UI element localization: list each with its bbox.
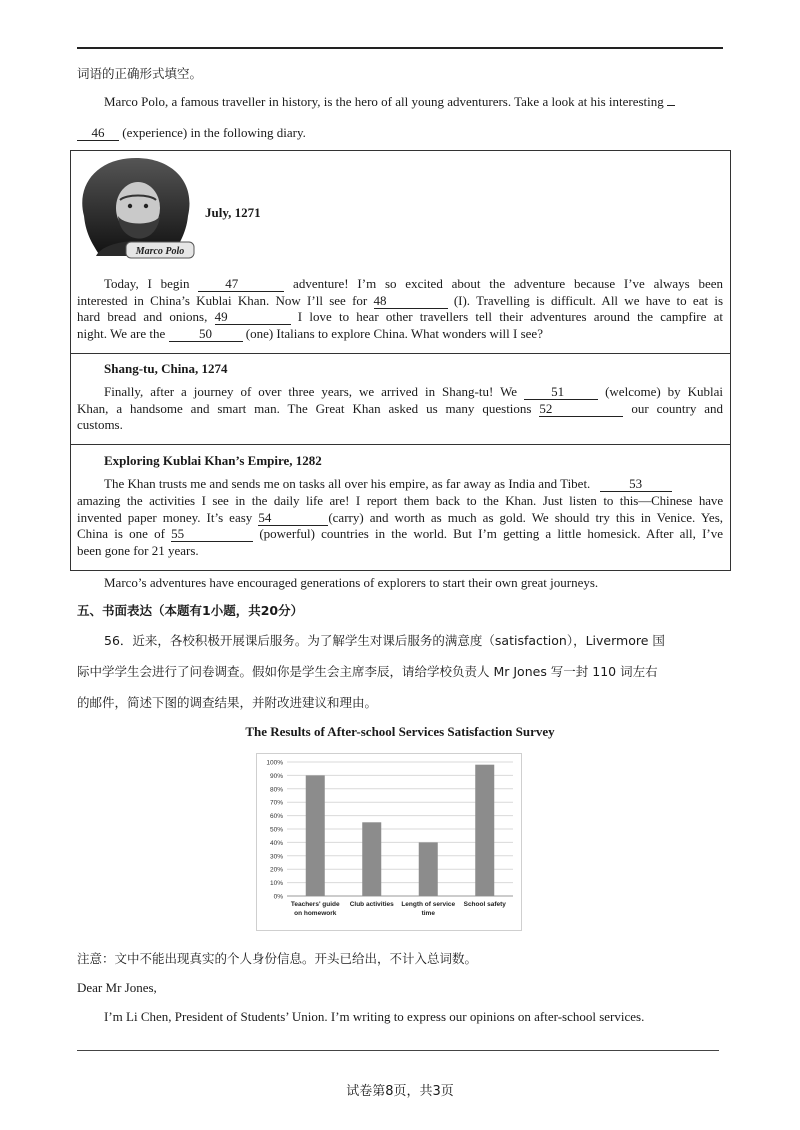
entry1-line-3 (77, 309, 723, 326)
entry2-l2a: Khan, a handsome and smart man. The Great Khan asked us many questions (77, 400, 532, 416)
y-tick-label: 100% (266, 759, 283, 767)
intro-trailing-blank (667, 105, 675, 106)
entry3-line-2: amazing the activities I see in the daily life are! I report them back to the Khan. Just listen to this—Chinese have (77, 493, 723, 508)
y-tick-label: 10% (269, 880, 283, 888)
y-tick-label: 30% (269, 853, 283, 861)
y-tick-label: 40% (269, 839, 283, 847)
y-tick-label: 70% (269, 799, 283, 807)
entry1-l4b: (one) Italians to explore China. What wonders will I see? (245, 325, 543, 341)
q56-line-2: 际中学学生会进行了问卷调查。假如你是学生会主席李辰，请给学校负责人 Mr Jones 写一封 110 词左右 (77, 664, 658, 679)
marco-polo-portrait (76, 156, 198, 264)
entry1-line-2 (77, 293, 723, 310)
top-rule (77, 47, 723, 49)
entry1-l1b: adventure! I’m so excited about the adventure because I’ve always been (293, 276, 724, 291)
y-tick-label: 20% (269, 866, 283, 874)
section-title: 五、书面表达（本题有1小题，共20分） (77, 603, 304, 618)
intro-line-2 (77, 125, 306, 141)
note-line: 注意：文中不能出现真实的个人身份信息。开头已给出，不计入总词数。 (77, 951, 478, 966)
instruction-tail: 词语的正确形式填空。 (77, 66, 203, 81)
entry3-l4a: China is one of (77, 526, 165, 541)
blank-51: 51 (524, 385, 598, 400)
blank-52: 52 (539, 402, 623, 417)
entry2-line-1 (77, 384, 723, 401)
bottom-rule (77, 1050, 719, 1051)
entry2-body (77, 384, 723, 434)
x-tick-label: Club activities (349, 901, 394, 908)
x-tick-label: School safety (463, 901, 506, 908)
entry1-l2b: (I). Travelling is difficult. All we have to eat is (453, 292, 724, 308)
entry3-line-4 (77, 526, 723, 543)
entry3-l4b: (powerful) countries in the world. But I’m getting a little homesick. After all, I’ve (259, 526, 723, 541)
blank-50: 50 (169, 327, 243, 342)
entry1-l3b: I love to hear other travellers tell their adventures around the campfire at (297, 309, 724, 324)
entry3-body (77, 493, 723, 559)
survey-chart (256, 753, 522, 931)
portrait-caption: Marco Polo (135, 246, 185, 257)
entry3-heading: Exploring Kublai Khan’s Empire, 1282 (104, 453, 322, 468)
x-tick-label: Teachers' guide (290, 901, 340, 908)
bar (362, 822, 381, 896)
intro-text-b: (experience) in the following diary. (122, 125, 306, 140)
entry1-l2a: interested in China’s Kublai Khan. Now I’ll see for (77, 292, 368, 308)
page-footer: 试卷第8页，共3页 (346, 1084, 454, 1099)
chart-title: The Results of After-school Services Satisfaction Survey (245, 724, 555, 739)
blank-47: 47 (198, 277, 284, 292)
y-tick-label: 50% (269, 826, 283, 834)
entry2-l1b: (welcome) by Kublai (605, 384, 724, 399)
blank-54: 54 (258, 511, 328, 526)
y-tick-label: 0% (273, 893, 283, 901)
entry1-body (77, 276, 723, 342)
entry1-line-1 (77, 276, 723, 293)
blank-55: 55 (171, 527, 253, 542)
survey-chart-svg (257, 754, 521, 930)
entry3-l1a: The Khan trusts me and sends me on tasks all over his empire, as far away as India and Tibet. (104, 476, 591, 491)
opening-line: I’m Li Chen, President of Students’ Union. I’m writing to express our opinions on after-school services. (104, 1009, 645, 1024)
y-tick-label: 60% (269, 813, 283, 821)
bar (306, 775, 325, 896)
y-tick-label: 90% (269, 772, 283, 780)
y-tick-label: 80% (269, 786, 283, 794)
blank-46: 46 (77, 126, 119, 141)
blank-48: 48 (374, 294, 448, 309)
entry3-l3a: invented paper money. It’s easy (77, 509, 253, 525)
closing-line: Marco’s adventures have encouraged generations of explorers to start their own great journeys. (104, 575, 599, 590)
intro-text-a: Marco Polo, a famous traveller in history, is the hero of all young adventurers. Take a look at his interesting (104, 94, 664, 109)
bar (419, 842, 438, 896)
blank-53: 53 (600, 477, 672, 492)
q56-line-3: 的邮件，简述下图的调查结果，并附改进建议和理由。 (77, 695, 378, 710)
entry2-l2b: our country and (631, 400, 724, 416)
entry1-l3a: hard bread and onions, (77, 309, 208, 324)
q56-line-1: 56．近来，各校积极开展课后服务。为了解学生对课后服务的满意度（satisfaction），Livermore 国 (104, 633, 665, 648)
x-tick-label: Length of service (401, 901, 456, 908)
entry3-line-3 (77, 510, 723, 527)
entry2-l1a: Finally, after a journey of over three years, we arrived in Shang-tu! We (104, 384, 518, 399)
portrait-image (76, 156, 198, 264)
entry3-line-1 (104, 476, 672, 492)
blank-49: 49 (215, 310, 291, 325)
entry2-line-3: customs. (77, 417, 123, 432)
entry2-line-2 (77, 401, 723, 418)
entry3-line-5: been gone for 21 years. (77, 542, 199, 558)
entry1-l4a: night. We are the (77, 325, 166, 341)
entry2-heading: Shang-tu, China, 1274 (104, 361, 228, 376)
intro-line-1 (104, 94, 675, 110)
entry1-heading: July, 1271 (205, 205, 261, 220)
bar (475, 765, 494, 896)
entry1-l1a: Today, I begin (104, 276, 190, 291)
x-tick-label: time (421, 910, 435, 917)
entry1-line-4 (77, 326, 723, 343)
salutation: Dear Mr Jones, (77, 980, 157, 995)
entry3-l3b: (carry) and worth as much as gold. We should try this in Venice. Yes, (328, 509, 723, 525)
x-tick-label: on homework (294, 910, 337, 917)
